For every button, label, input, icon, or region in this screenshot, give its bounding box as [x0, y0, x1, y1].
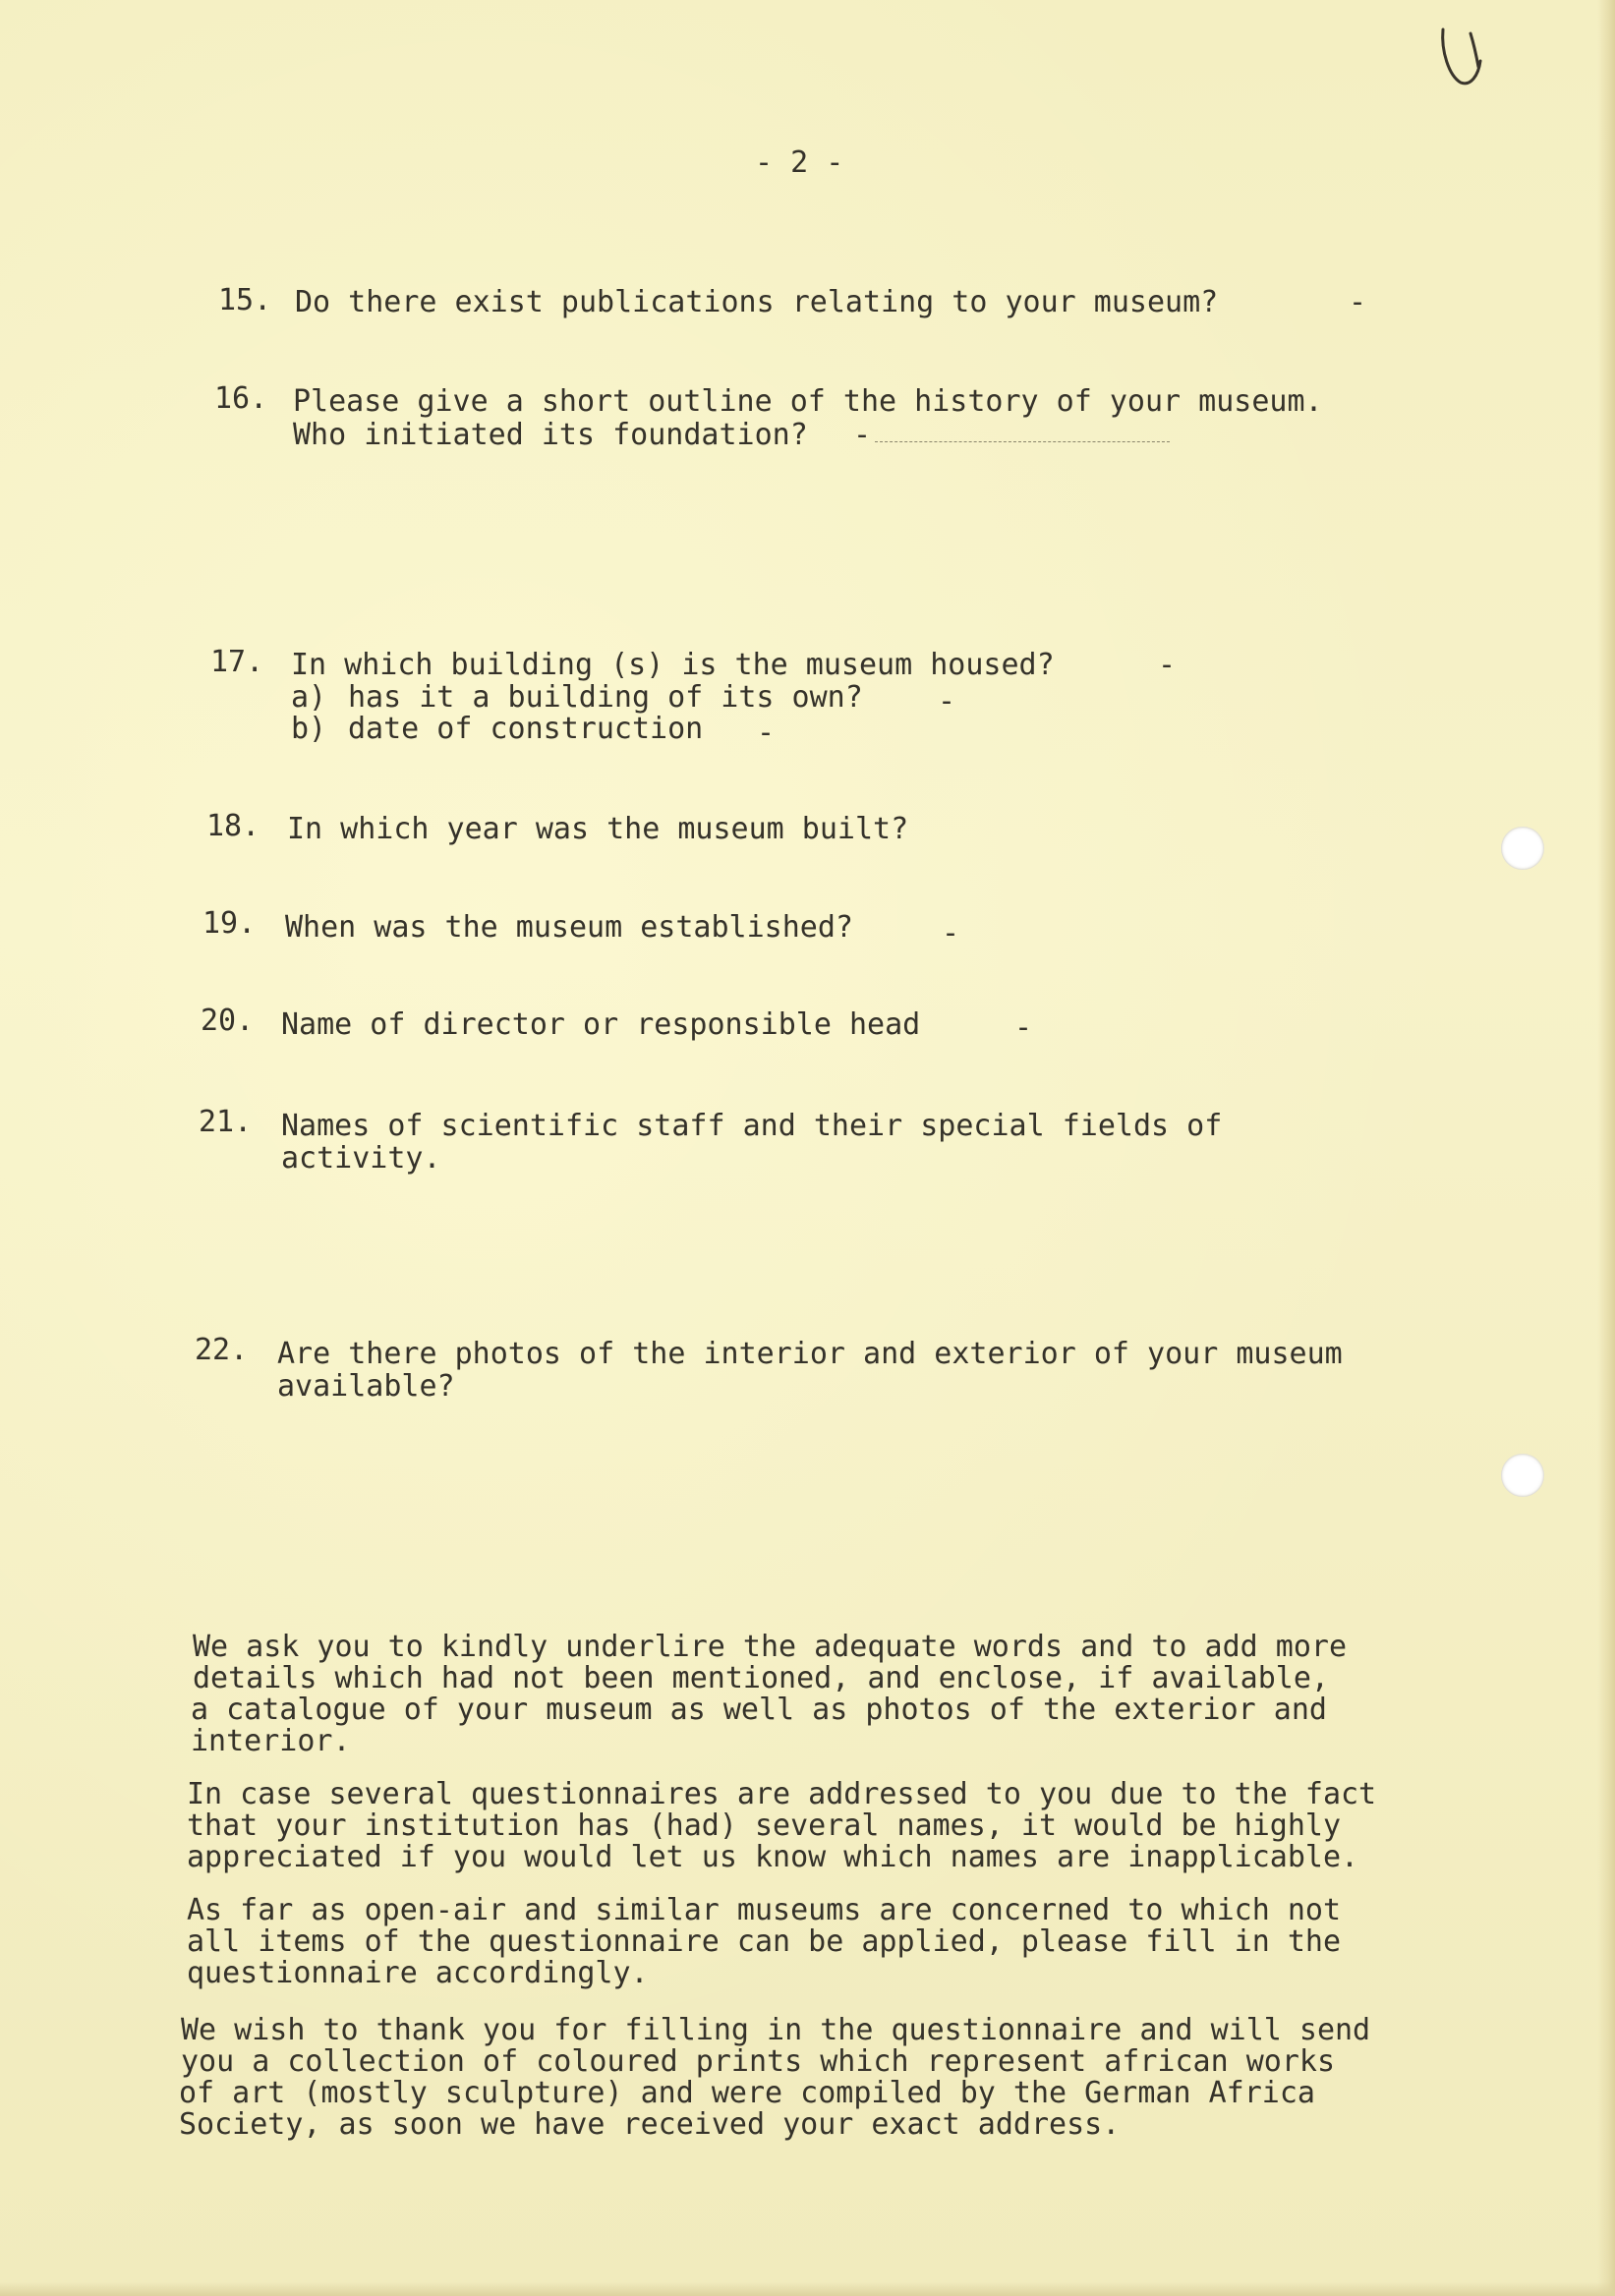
closing-line: details which had not been mentioned, and enclose, if available, — [193, 1661, 1329, 1695]
question-number: 22. — [195, 1333, 249, 1367]
punch-hole — [1501, 1454, 1544, 1497]
question-text: Please give a short outline of the history of your museum. — [293, 384, 1323, 419]
closing-line: that your institution has (had) several names, it would be highly — [187, 1808, 1341, 1843]
closing-line: a catalogue of your museum as well as photos of the exterior and — [191, 1693, 1327, 1727]
question-text: Names of scientific staff and their special fields of — [281, 1109, 1223, 1143]
answer-mark: - — [1158, 648, 1177, 682]
closing-line: In case several questionnaires are addressed to you due to the fact — [187, 1777, 1377, 1811]
paper-bottom-shading — [0, 2282, 1615, 2296]
question-text: activity. — [281, 1141, 441, 1176]
sub-question-label: a) — [291, 680, 327, 715]
answer-mark: - — [1014, 1010, 1033, 1045]
answer-mark: - — [757, 716, 776, 750]
closing-line: interior. — [191, 1724, 351, 1758]
question-number: 20. — [201, 1004, 255, 1038]
answer-mark: - — [938, 684, 956, 718]
question-number: 15. — [218, 283, 272, 317]
question-number: 16. — [214, 381, 268, 416]
sub-question-text: has it a building of its own? — [348, 680, 863, 715]
closing-line: As far as open-air and similar museums are concerned to which not — [187, 1893, 1341, 1927]
closing-line: questionnaire accordingly. — [187, 1956, 649, 1990]
handwritten-mark — [1431, 22, 1490, 100]
answer-mark: - — [942, 916, 960, 950]
closing-line: We ask you to kindly underlire the adequate words and to add more — [193, 1630, 1347, 1664]
question-number: 18. — [206, 809, 260, 843]
question-text: In which year was the museum built? — [287, 812, 909, 846]
question-text: Name of director or responsible head — [281, 1007, 921, 1042]
sub-question-text: date of construction — [348, 712, 704, 746]
question-text: In which building (s) is the museum housed? — [291, 648, 1055, 682]
closing-line: of art (mostly sculpture) and were compiled by the German Africa — [179, 2076, 1315, 2110]
answer-dash-line — [875, 441, 1170, 442]
question-text: available? — [277, 1369, 455, 1404]
closing-line: all items of the questionnaire can be applied, please fill in the — [187, 1924, 1341, 1959]
page-number: - 2 - — [755, 145, 844, 180]
closing-line: We wish to thank you for filling in the questionnaire and will send — [181, 2013, 1371, 2047]
question-number: 17. — [210, 645, 264, 679]
closing-line: appreciated if you would let us know which names are inapplicable. — [187, 1840, 1359, 1874]
question-number: 19. — [202, 906, 257, 941]
answer-mark: - — [1349, 285, 1367, 319]
question-text: When was the museum established? — [285, 910, 853, 945]
question-text: Are there photos of the interior and exterior of your museum — [277, 1337, 1343, 1371]
question-number: 21. — [199, 1105, 253, 1139]
paper-edge-shading — [1597, 0, 1615, 2296]
sub-question-label: b) — [291, 712, 327, 746]
answer-mark: - — [853, 418, 872, 452]
punch-hole — [1501, 827, 1544, 870]
question-text: Who initiated its foundation? — [293, 418, 808, 452]
question-text: Do there exist publications relating to your museum? — [295, 285, 1219, 319]
closing-line: Society, as soon we have received your exact address. — [179, 2107, 1121, 2142]
closing-line: you a collection of coloured prints which represent african works — [181, 2044, 1335, 2079]
